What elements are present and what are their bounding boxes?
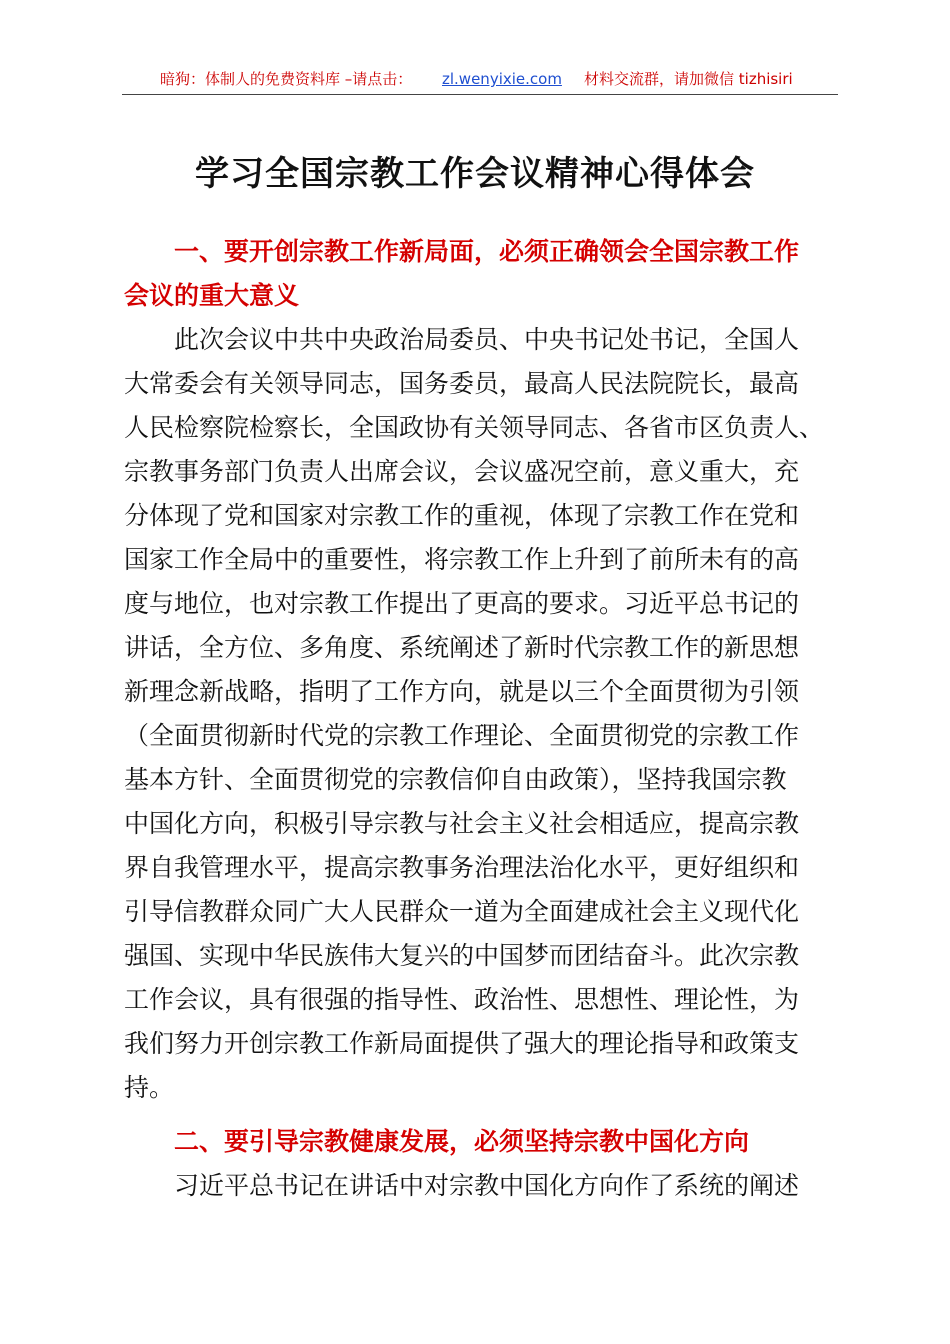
document-title: 学习全国宗教工作会议精神心得体会 bbox=[195, 154, 755, 194]
paragraph-line: 此次会议中共中央政治局委员、中央书记处书记，全国人 bbox=[174, 325, 800, 354]
paragraph-line: 持。 bbox=[124, 1073, 175, 1102]
paragraph-line: 引导信教群众同广大人民群众一道为全面建成社会主义现代化 bbox=[124, 897, 800, 926]
paragraph-line: 工作会议，具有很强的指导性、政治性、思想性、理论性，为 bbox=[124, 985, 800, 1014]
section1-heading bbox=[124, 230, 844, 318]
section1-paragraph bbox=[124, 318, 844, 1110]
section1-heading-line1: 一、要开创宗教工作新局面，必须正确领会全国宗教工作 bbox=[174, 237, 800, 266]
paragraph-line: 宗教事务部门负责人出席会议，会议盛况空前，意义重大，充 bbox=[124, 457, 800, 486]
section2-heading bbox=[124, 1120, 844, 1164]
header-contact-text: 材料交流群，请加微信 tizhisiri bbox=[584, 70, 793, 88]
paragraph-line: 我们努力开创宗教工作新局面提供了强大的理论指导和政策支 bbox=[124, 1029, 800, 1058]
header-website-link[interactable]: zl.wenyixie.com bbox=[442, 70, 562, 88]
paragraph-line: 讲话，全方位、多角度、系统阐述了新时代宗教工作的新思想 bbox=[124, 633, 800, 662]
paragraph-line: 习近平总书记在讲话中对宗教中国化方向作了系统的阐述 bbox=[174, 1171, 800, 1200]
paragraph-line: 大常委会有关领导同志，国务委员，最高人民法院院长，最高 bbox=[124, 369, 800, 398]
paragraph-line: （全面贯彻新时代党的宗教工作理论、全面贯彻党的宗教工作 bbox=[124, 721, 800, 750]
header-promo-text: 暗狗：体制人的免费资料库 –请点击： bbox=[160, 70, 413, 88]
paragraph-line: 人民检察院检察长，全国政协有关领导同志、各省市区负责人、 bbox=[124, 413, 825, 442]
section1-heading-line2: 会议的重大意义 bbox=[124, 281, 300, 310]
page-header bbox=[122, 68, 838, 95]
paragraph-line: 新理念新战略，指明了工作方向，就是以三个全面贯彻为引领 bbox=[124, 677, 800, 706]
paragraph-line: 强国、实现中华民族伟大复兴的中国梦而团结奋斗。此次宗教 bbox=[124, 941, 800, 970]
paragraph-line: 分体现了党和国家对宗教工作的重视，体现了宗教工作在党和 bbox=[124, 501, 800, 530]
paragraph-line: 界自我管理水平，提高宗教事务治理法治化水平，更好组织和 bbox=[124, 853, 800, 882]
paragraph-line: 基本方针、全面贯彻党的宗教信仰自由政策），坚持我国宗教 bbox=[124, 765, 787, 794]
section2-heading-line: 二、要引导宗教健康发展，必须坚持宗教中国化方向 bbox=[174, 1127, 750, 1156]
section2-paragraph bbox=[124, 1164, 844, 1208]
paragraph-line: 度与地位，也对宗教工作提出了更高的要求。习近平总书记的 bbox=[124, 589, 800, 618]
paragraph-line: 中国化方向，积极引导宗教与社会主义社会相适应，提高宗教 bbox=[124, 809, 800, 838]
paragraph-line: 国家工作全局中的重要性，将宗教工作上升到了前所未有的高 bbox=[124, 545, 800, 574]
